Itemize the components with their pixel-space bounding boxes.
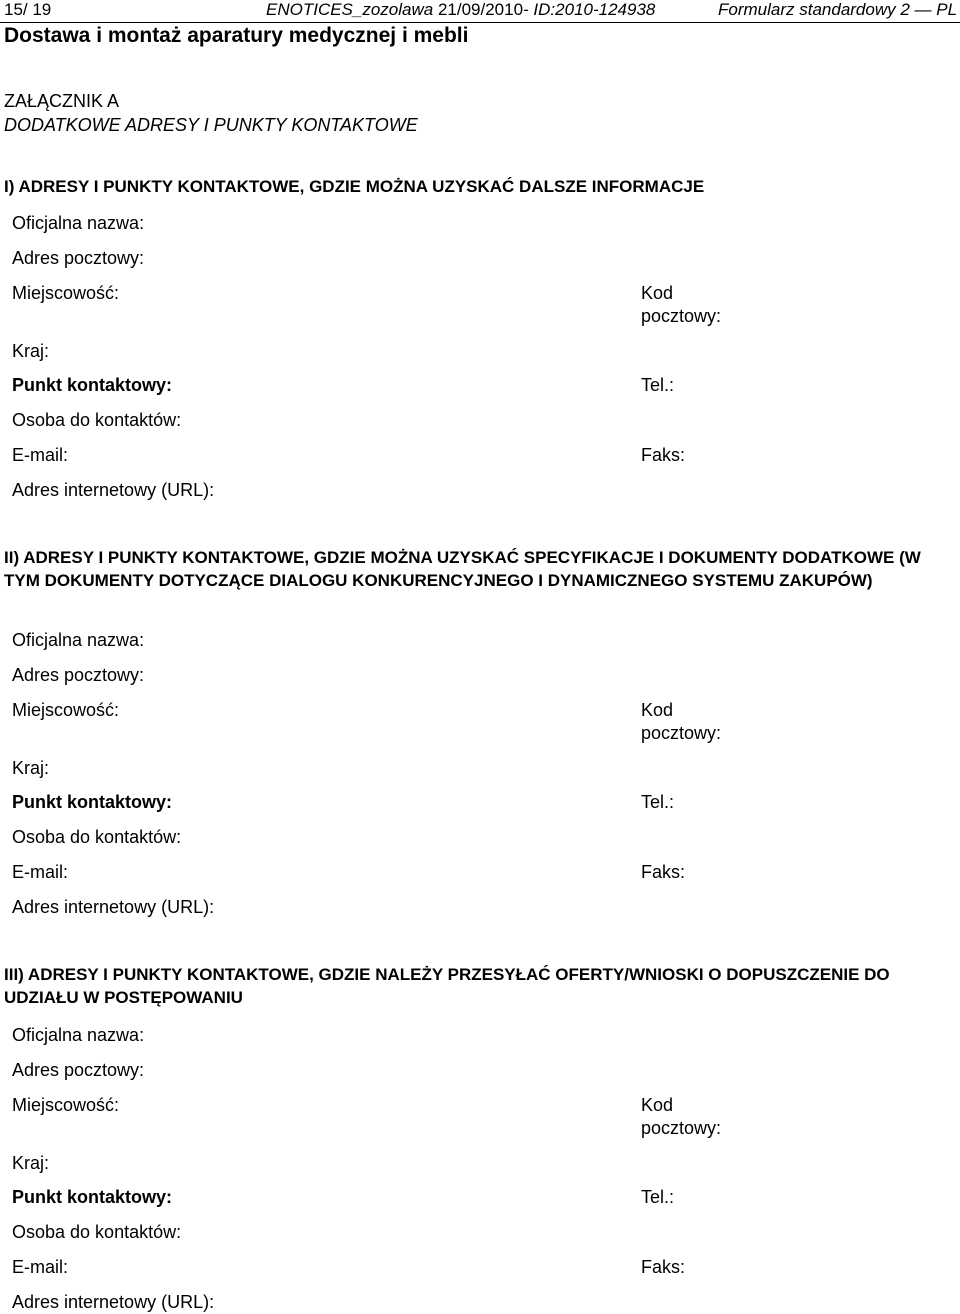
town-label: Miejscowość:	[12, 283, 120, 303]
notice-id: - ID:2010-124938	[523, 0, 656, 19]
postal-address-label: Adres pocztowy:	[12, 1060, 145, 1080]
contact-point-label: Punkt kontaktowy:	[12, 375, 173, 395]
form-name: Formularz standardowy 2 — PL	[718, 0, 958, 19]
phone-label: Tel.:	[641, 1187, 675, 1207]
postal-code-label-line2: pocztowy:	[641, 306, 722, 326]
postal-code-label: Kod	[641, 700, 674, 720]
country-label: Kraj:	[12, 758, 50, 778]
postal-code-label-line2: pocztowy:	[641, 723, 722, 743]
notice-prefix: ENOTICES_zozolawa	[266, 0, 438, 19]
email-label: E-mail:	[12, 445, 69, 465]
postal-address-label: Adres pocztowy:	[12, 248, 145, 268]
town-label: Miejscowość:	[12, 1095, 120, 1115]
section-title: II) ADRESY I PUNKTY KONTAKTOWE, GDZIE MOŻNA UZYSKAĆ SPECYFIKACJE I DOKUMENTY DODATKOWE (W TYM DOKUMENTY DOTYCZĄCE DIALOGU KONKURENCYJNEGO I DYNAMICZNEGO SYSTEMU ZAKUPÓW)	[4, 548, 921, 590]
postal-address-label: Adres pocztowy:	[12, 665, 145, 685]
country-label: Kraj:	[12, 1153, 50, 1173]
postal-code-label: Kod	[641, 283, 674, 303]
section-title: III) ADRESY I PUNKTY KONTAKTOWE, GDZIE NALEŻY PRZESYŁAĆ OFERTY/WNIOSKI O DOPUSZCZENIE DO UDZIAŁU W POSTĘPOWANIU	[4, 965, 890, 1007]
fax-label: Faks:	[641, 445, 686, 465]
internet-address-label: Adres internetowy (URL):	[12, 1292, 215, 1312]
postal-code-label-line2: pocztowy:	[641, 1118, 722, 1138]
annex-subheading: DODATKOWE ADRESY I PUNKTY KONTAKTOWE	[4, 115, 418, 135]
phone-label: Tel.:	[641, 375, 675, 395]
town-label: Miejscowość:	[12, 700, 120, 720]
section-title: I) ADRESY I PUNKTY KONTAKTOWE, GDZIE MOŻNA UZYSKAĆ DALSZE INFORMACJE	[4, 177, 705, 196]
annex-heading: ZAŁĄCZNIK A	[4, 91, 120, 111]
notice-date: 21/09/2010	[437, 0, 524, 19]
fax-label: Faks:	[641, 1257, 686, 1277]
fax-label: Faks:	[641, 862, 686, 882]
official-name-label: Oficjalna nazwa:	[12, 1025, 145, 1045]
country-label: Kraj:	[12, 341, 50, 361]
internet-address-label: Adres internetowy (URL):	[12, 897, 215, 917]
attention-label: Osoba do kontaktów:	[12, 410, 182, 430]
official-name-label: Oficjalna nazwa:	[12, 213, 145, 233]
phone-label: Tel.:	[641, 792, 675, 812]
attention-label: Osoba do kontaktów:	[12, 827, 182, 847]
notice-reference	[266, 0, 655, 20]
email-label: E-mail:	[12, 1257, 69, 1277]
postal-code-label: Kod	[641, 1095, 674, 1115]
email-label: E-mail:	[12, 862, 69, 882]
contact-point-label: Punkt kontaktowy:	[12, 792, 173, 812]
contact-point-label: Punkt kontaktowy:	[12, 1187, 173, 1207]
page-number: 15/ 19	[4, 0, 52, 19]
internet-address-label: Adres internetowy (URL):	[12, 480, 215, 500]
official-name-label: Oficjalna nazwa:	[12, 630, 145, 650]
document-title: Dostawa i montaż aparatury medycznej i mebli	[4, 24, 469, 47]
attention-label: Osoba do kontaktów:	[12, 1222, 182, 1242]
